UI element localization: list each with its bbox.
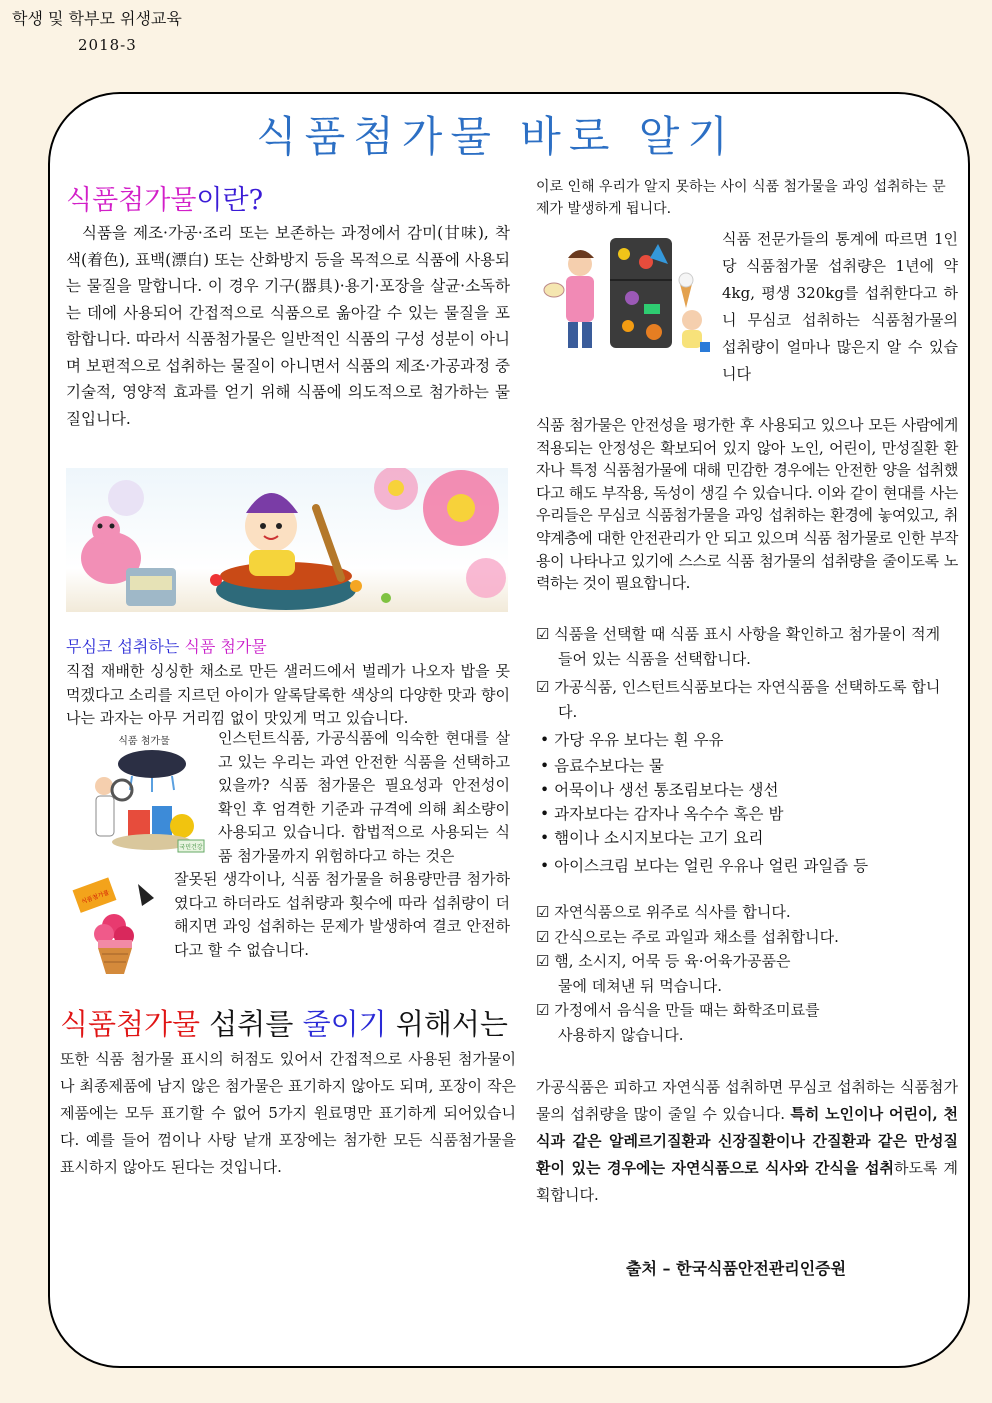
section1-title-a: 식품첨가물 [66, 185, 197, 216]
right-paragraph-4-bold: 특히 노인이나 어린이, 천식과 같은 알레르기질환과 신장질환이나 간질환과 같은 만성질환이 있는 경우에는 자연식품으로 식사와 간식을 섭취 [536, 1105, 958, 1177]
bullet-icon: • [540, 857, 550, 875]
additives-svg [82, 730, 212, 860]
checklist-1-item [536, 622, 958, 647]
bullet-icon: • [540, 781, 550, 799]
section2-title [60, 1002, 508, 1043]
checkbox-icon: ☑ [536, 625, 550, 643]
ice-cream-illustration [68, 876, 160, 976]
checklist-1-cont: 들어 있는 식품을 선택합니다. [558, 649, 751, 668]
section2-title-a: 식품첨가물 [60, 1007, 201, 1041]
header-date: 2018-3 [78, 36, 137, 54]
cone-label: 식품첨가물 [80, 889, 111, 906]
list-item-text: 햄이나 소시지보다는 고기 요리 [554, 829, 764, 847]
list-item-text: 음료수보다는 물 [554, 757, 664, 775]
list-item-text: 과자보다는 감자나 옥수수 혹은 밤 [554, 805, 784, 823]
recommend-list [540, 728, 958, 878]
checklist-2-item [536, 925, 958, 950]
list-item [540, 854, 958, 878]
right-paragraph-2: 식품 전문가들의 통계에 따르면 1인당 식품첨가물 섭취량은 1년에 약 4kg, 평생 320kg를 섭취한다고 하니 무심코 섭취하는 식품첨가물의 섭취량이 얼마나 많은지 알 수 있습니다 [722, 230, 958, 383]
subsection-paragraph-2: 인스턴트식품, 가공식품에 익숙한 현대를 살고 있는 우리는 과연 안전한 식품을 선택하고 있을까? 식품 첨가물은 필요성과 안전성이 확인 후 엄격한 기준과 규격에 의해 최소량이 사용되고 있습니다. 합법적으로 사용되는 식품 첨가물까지 위험하다고 하는 것은 [218, 729, 510, 865]
subsection-paragraph-1: 직접 재배한 싱싱한 채소로 만든 샐러드에서 벌레가 나오자 밥을 못 먹겠다고 소리를 지르던 아이가 알록달록한 색상의 다양한 맛과 향이 나는 과자는 아무 거리낌 없이 맛있게 먹고 있습니다. [66, 662, 510, 727]
page-title: 식품첨가물 바로 알기 [256, 112, 736, 161]
checklist-2-item [536, 900, 958, 925]
section1-title [66, 178, 263, 217]
right-paragraph-1: 이로 인해 우리가 알지 못하는 사이 식품 첨가물을 과잉 섭취하는 문제가 발생하게 됩니다. [536, 179, 946, 217]
checklist-1-text-a: 식품을 선택할 때 식품 표시 사항을 확인하고 첨가물이 적게 [554, 625, 941, 643]
checklist-2-item [536, 998, 958, 1023]
list-item-text: 아이스크림 보다는 얼린 우유나 얼린 과일즙 등 [554, 857, 869, 875]
additives-illustration [82, 730, 212, 860]
checklist-2-text-a: 가정에서 음식을 만들 때는 화학조미료를 [554, 1001, 820, 1019]
subsection-title-a: 무심코 섭취하는 [66, 637, 180, 656]
list-item-text: 어묵이나 생선 통조림보다는 생선 [554, 781, 779, 799]
section2-title-c: 줄이기 [302, 1007, 387, 1041]
section1-paragraph [66, 220, 510, 432]
source-credit: 출처 – 한국식품안전관리인증원 [626, 1259, 847, 1278]
checklist-2-text-a: 햄, 소시지, 어묵 등 육·어육가공품은 [554, 952, 791, 970]
bullet-icon: • [540, 731, 550, 749]
cooking-girl-svg [66, 468, 508, 612]
subsection-title [66, 634, 267, 657]
checklist-2-text-a: 자연식품으로 위주로 식사를 합니다. [554, 903, 791, 921]
section2-paragraph: 또한 식품 첨가물 표시의 허점도 있어서 간접적으로 사용된 첨가물이나 최종제품에 남지 않은 첨가물은 표기하지 않아도 되며, 포장이 작은 제품에는 모두 표기할 수 없어 5가지 원료명만 표기하게 되어있습니다. 예를 들어 껌이나 사탕 낱개 포장에는 첨가한 모든 식품첨가물을 표시하지 않아도 된다는 것입니다. [60, 1050, 516, 1176]
right-paragraph-4-plain: 가공식품은 피하고 자연식품 섭취하면 무심코 섭취하는 식품첨가물의 섭취량을 많이 줄일 수 있습니다. [536, 1078, 958, 1123]
checklist-2-item [536, 949, 958, 974]
subsection-title-b: 식품 첨가물 [184, 637, 267, 656]
additives-caption: 식품 첨가물 [118, 736, 170, 747]
right-paragraph-4 [536, 1074, 958, 1209]
checklist-2-cont: 물에 데쳐낸 뒤 먹습니다. [558, 976, 722, 995]
checkbox-icon: ☑ [536, 903, 550, 921]
section1-title-b: 이란? [196, 185, 264, 216]
checklist-1-text-a: 가공식품, 인스턴트식품보다는 자연식품을 선택하도록 합니 [554, 678, 941, 696]
additives-stamp: 국민건강 [179, 844, 203, 851]
checklist-2-cont: 사용하지 않습니다. [558, 1025, 684, 1044]
bullet-icon: • [540, 757, 550, 775]
right-paragraph-4-end: 하도록 계획합니다. [536, 1159, 958, 1204]
right-paragraph-3: 식품 첨가물은 안전성을 평가한 후 사용되고 있으나 모든 사람에게 적용되는 안정성은 확보되어 있지 않아 노인, 어린이, 만성질환 환자나 특정 식품첨가물에 대해 민감한 경우에는 안전한 양을 섭취했다고 해도 부작용, 독성이 생길 수 있습니다. 이와 같이 현대를 사는 우리들은 무심코 식품첨가물을 과잉 섭취하는 환경에 놓여있고, 취약계층에 대한 안전관리가 안 되고 있으며 식품 첨가물로 인한 부작용이 나타나고 있기에 스스로 식품 첨가물의 섭취량을 줄이도록 노력하는 것이 필요합니다. [536, 416, 958, 593]
list-item [540, 802, 958, 826]
list-item [540, 728, 958, 752]
bullet-icon: • [540, 829, 550, 847]
checklist-1-item [536, 675, 958, 700]
list-item-text: 가당 우유 보다는 흰 우유 [554, 731, 724, 749]
checklist-1-cont: 다. [558, 702, 578, 721]
subsection-paragraph-3: 잘못된 생각이나, 식품 첨가물을 허용량만큼 첨가하였다고 하더라도 섭취량과 횟수에 따라 섭취량이 더해지면 과잉 섭취하는 문제가 발생하여 결코 안전하다고 할 수 없습니다. [174, 870, 510, 959]
fridge-family-svg [540, 234, 716, 358]
list-item [540, 754, 958, 778]
list-item [540, 778, 958, 802]
section2-title-d: 위해서는 [395, 1007, 508, 1041]
list-item [540, 826, 958, 850]
section1-paragraph-text: 식품을 제조·가공·조리 또는 보존하는 과정에서 감미(甘味), 착색(着色), 표백(漂白) 또는 산화방지 등을 목적으로 식품에 사용되는 물질을 말합니다. 이 경우 기구(器具)·용기·포장을 살균·소독하는 데에 사용되어 간접적으로 식품으로 옮아갈 수 있는 물질을 포함합니다. 따라서 식품첨가물은 일반적인 식품의 구성 성분이 아니며 보편적으로 섭취하는 물질이 아니면서 식품의 제조·가공과정 중 기술적, 영양적 효과를 얻기 위해 식품에 의도적으로 첨가하는 물질입니다. [66, 224, 510, 428]
checklist-2-text-a: 간식으로는 주로 과일과 채소를 섭취합니다. [554, 927, 839, 946]
checkbox-icon: ☑ [536, 952, 550, 970]
fridge-family-illustration [540, 234, 716, 358]
checklist-2 [536, 900, 958, 1047]
ice-cream-svg [68, 876, 160, 976]
section2-title-b: 섭취를 [209, 1007, 294, 1041]
checkbox-icon: ☑ [536, 1001, 550, 1019]
checkbox-icon: ☑ [536, 678, 550, 696]
bullet-icon: • [540, 805, 550, 823]
checklist-1 [536, 622, 958, 724]
header-title: 학생 및 학부모 위생교육 [12, 9, 182, 28]
cooking-girl-illustration [66, 468, 508, 612]
checkbox-icon: ☑ [536, 927, 550, 946]
